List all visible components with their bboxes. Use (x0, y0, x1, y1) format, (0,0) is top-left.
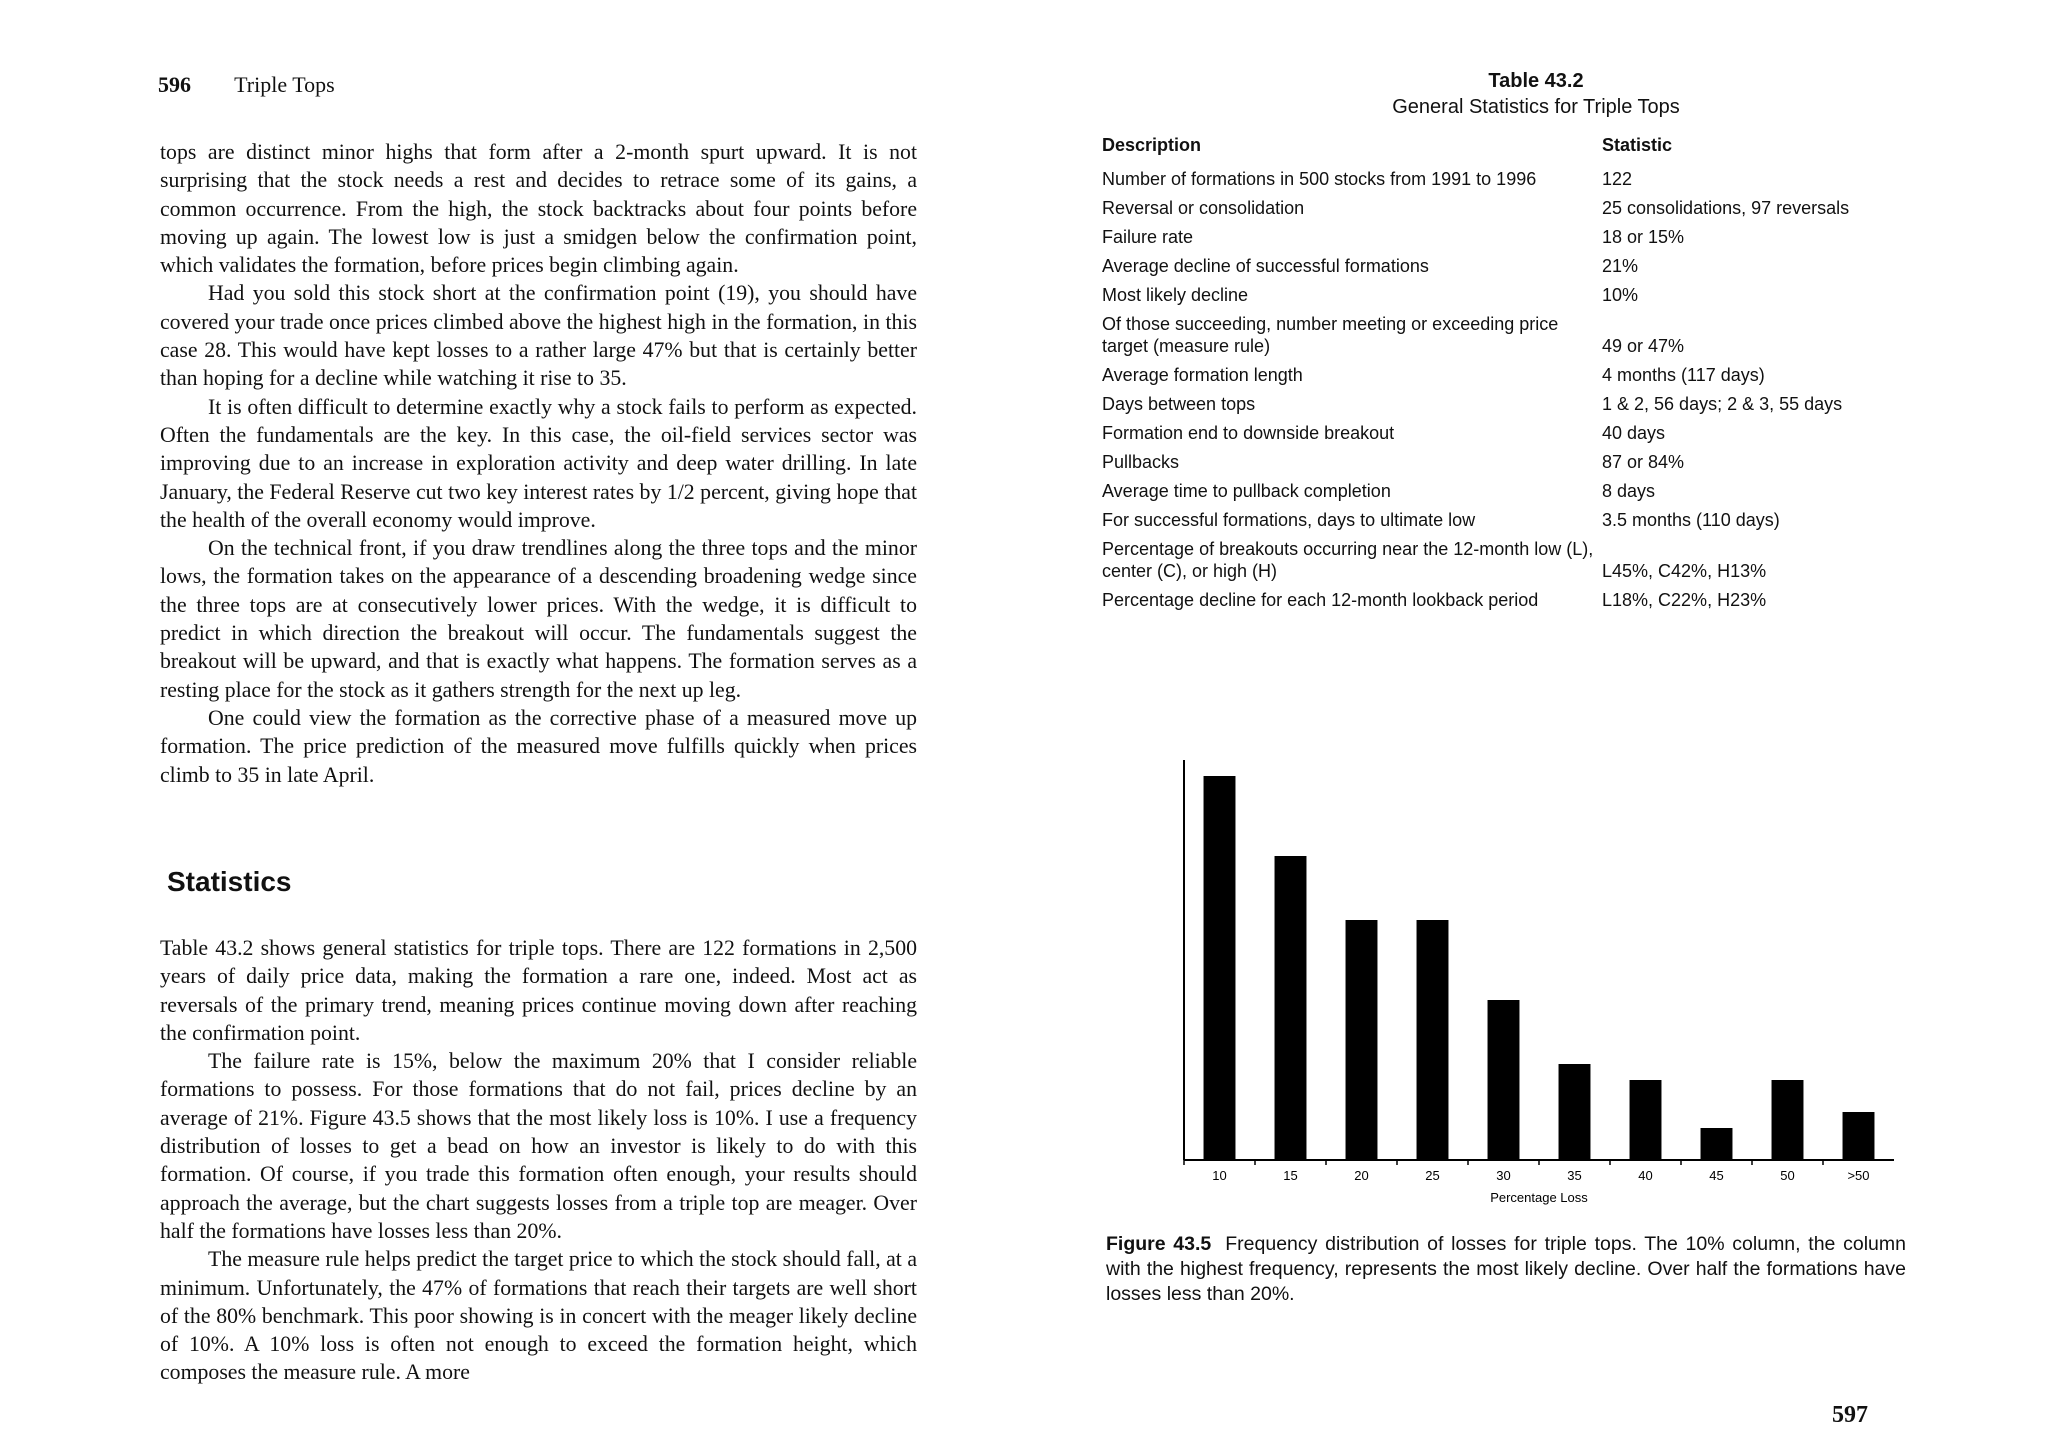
left-page-number: 596 (158, 72, 191, 97)
row-description: Of those succeeding, number meeting or exceeding price target (measure rule) (1102, 314, 1559, 356)
table-row (1102, 393, 1922, 415)
x-tick-label: 40 (1638, 1168, 1653, 1183)
paragraph: The failure rate is 15%, below the maximum 20% that I consider reliable formations to possess. For those formations that do not fail, prices decline by an average of 21%. Figure 43.5 shows that the most likely loss is 10%. I use a frequency distribution of losses to get a bead on how an investor is likely to do with this formation. Of course, if you trade this formation often enough, your results should approach the average, but the chart suggests losses from a triple top are meager. Over half the formations have losses less than 20%. (160, 1049, 917, 1243)
right-page-number: 597 (1832, 1402, 1868, 1428)
figure-caption (1106, 1232, 1906, 1307)
row-statistic: 18 or 15% (1602, 227, 1685, 247)
row-statistic: L18%, C22%, H23% (1602, 590, 1767, 610)
x-tick-label: 50 (1780, 1168, 1795, 1183)
section-heading: Statistics (167, 866, 292, 897)
paragraph: tops are distinct minor highs that form after a 2-month spurt upward. It is not surprising that the stock needs a rest and decides to retrace some of its gains, a common occurrence. From the high, the stock backtracks about four points before moving up again. The lowest low is just a smidgen below the confirmation point, which validates the formation, before prices begin climbing again. (160, 140, 917, 278)
x-tick-label: >50 (1847, 1168, 1870, 1183)
chart-bar (1772, 1080, 1804, 1160)
row-description: Average formation length (1102, 365, 1303, 385)
header-statistic: Statistic (1602, 135, 1673, 155)
row-description: Most likely decline (1102, 285, 1249, 305)
figure-caption-text: Frequency distribution of losses for triple tops. The 10% column, the column with the highest frequency, represents the most likely decline. Over half the formations have losses less than 20%. (1106, 1233, 1906, 1305)
row-statistic: 25 consolidations, 97 reversals (1602, 198, 1850, 218)
row-statistic: 8 days (1602, 481, 1656, 501)
running-title: Triple Tops (234, 72, 335, 97)
table-row (1102, 451, 1922, 473)
table-row (1102, 589, 1922, 611)
right-page (1024, 0, 2048, 1452)
body-text-bottom (160, 934, 917, 1387)
row-statistic: 87 or 84% (1602, 452, 1685, 472)
row-description: For successful formations, days to ultimate low (1102, 510, 1476, 530)
row-description: Days between tops (1102, 394, 1256, 414)
table-row (1102, 313, 1922, 357)
table-number: Table 43.2 (1488, 70, 1584, 92)
x-tick-label: 10 (1212, 1168, 1227, 1183)
x-tick-label: 25 (1425, 1168, 1440, 1183)
table-row (1102, 422, 1922, 444)
x-axis-label: Percentage Loss (1490, 1190, 1588, 1205)
row-description: Formation end to downside breakout (1102, 423, 1395, 443)
paragraph: The measure rule helps predict the target price to which the stock should fall, at a minimum. Unfortunately, the 47% of formations that reach their targets are well short of the 80% benchmark. This poor showing is in concert with the meager likely decline of 10%. A 10% loss is often not enough to exceed the formation height, which composes the measure rule. A more (160, 1247, 917, 1385)
header-description: Description (1102, 135, 1202, 155)
table-row (1102, 364, 1922, 386)
paragraph: It is often difficult to determine exactly why a stock fails to perform as expected. Often the fundamentals are the key. In this case, the oil-field services sector was improving due to an increase in exploration activity and deep water drilling. In late January, the Federal Reserve cut two key interest rates by 1/2 percent, giving hope that the health of the overall economy would improve. (160, 394, 917, 532)
table-row (1102, 284, 1922, 306)
table-header (1102, 134, 1922, 156)
chart-bar (1630, 1080, 1662, 1160)
body-text-top (160, 138, 917, 789)
table-row (1102, 168, 1922, 190)
chart-bar (1701, 1128, 1733, 1160)
table-row (1102, 509, 1922, 531)
row-description: Average time to pullback completion (1102, 481, 1391, 501)
row-statistic: 122 (1602, 169, 1633, 189)
x-tick-label: 35 (1567, 1168, 1582, 1183)
frequency-chart (1104, 740, 1924, 1220)
row-statistic: L45%, C42%, H13% (1602, 561, 1767, 581)
chart-bar (1488, 1000, 1520, 1160)
table-row (1102, 226, 1922, 248)
row-statistic: 21% (1602, 256, 1639, 276)
row-statistic: 3.5 months (110 days) (1602, 510, 1780, 530)
chart-bar (1843, 1112, 1875, 1160)
table-row (1102, 197, 1922, 219)
stats-table (1102, 134, 1922, 618)
table-caption: General Statistics for Triple Tops (1392, 96, 1680, 118)
paragraph: Table 43.2 shows general statistics for triple tops. There are 122 formations in 2,500 years of daily price data, making the formation a rare one, indeed. Most act as reversals of the primary trend, meaning prices continue moving down after reaching the confirmation point. (160, 936, 917, 1045)
table-row (1102, 480, 1922, 502)
chart-bar (1275, 856, 1307, 1160)
x-tick-label: 30 (1496, 1168, 1511, 1183)
row-statistic: 40 days (1602, 423, 1666, 443)
row-statistic: 4 months (117 days) (1602, 365, 1765, 385)
x-tick-label: 45 (1709, 1168, 1724, 1183)
chart-bar (1417, 920, 1449, 1160)
paragraph: One could view the formation as the corrective phase of a measured move up formation. The price prediction of the measured move fulfills quickly when prices climb to 35 in late April. (160, 705, 917, 787)
row-statistic: 1 & 2, 56 days; 2 & 3, 55 days (1602, 394, 1843, 414)
x-tick-label: 20 (1354, 1168, 1369, 1183)
paragraph: On the technical front, if you draw trendlines along the three tops and the minor lows, the formation takes on the appearance of a descending broadening wedge since the three tops are at consecutively lower prices. With the wedge, it is difficult to predict in which direction the breakout will occur. The fundamentals suggest the breakout will be upward, and that is exactly what happens. The formation serves as a resting place for the stock as it gathers strength for the next up leg. (160, 536, 917, 702)
figure-label: Figure 43.5 (1106, 1233, 1212, 1255)
row-statistic: 10% (1602, 285, 1639, 305)
row-description: Pullbacks (1102, 452, 1180, 472)
chart-bar (1559, 1064, 1591, 1160)
chart-svg (1104, 740, 1924, 1220)
row-description: Percentage of breakouts occurring near the 12-month low (L), center (C), or high (H) (1102, 539, 1594, 581)
row-description: Average decline of successful formations (1102, 256, 1429, 276)
x-tick-label: 15 (1283, 1168, 1298, 1183)
row-description: Number of formations in 500 stocks from 1991 to 1996 (1102, 169, 1537, 189)
running-head (158, 72, 335, 98)
table-body (1102, 168, 1922, 611)
chart-bar (1204, 776, 1236, 1160)
row-description: Reversal or consolidation (1102, 198, 1305, 218)
table-row (1102, 538, 1922, 582)
table-title (1024, 68, 2048, 120)
row-description: Failure rate (1102, 227, 1194, 247)
table-row (1102, 255, 1922, 277)
row-statistic: 49 or 47% (1602, 336, 1685, 356)
paragraph: Had you sold this stock short at the confirmation point (19), you should have covered your trade once prices climbed above the highest high in the formation, in this case 28. This would have kept losses to a rather large 47% but that is certainly better than hoping for a decline while watching it rise to 35. (160, 281, 917, 391)
row-description: Percentage decline for each 12-month lookback period (1102, 590, 1539, 610)
chart-bar (1346, 920, 1378, 1160)
